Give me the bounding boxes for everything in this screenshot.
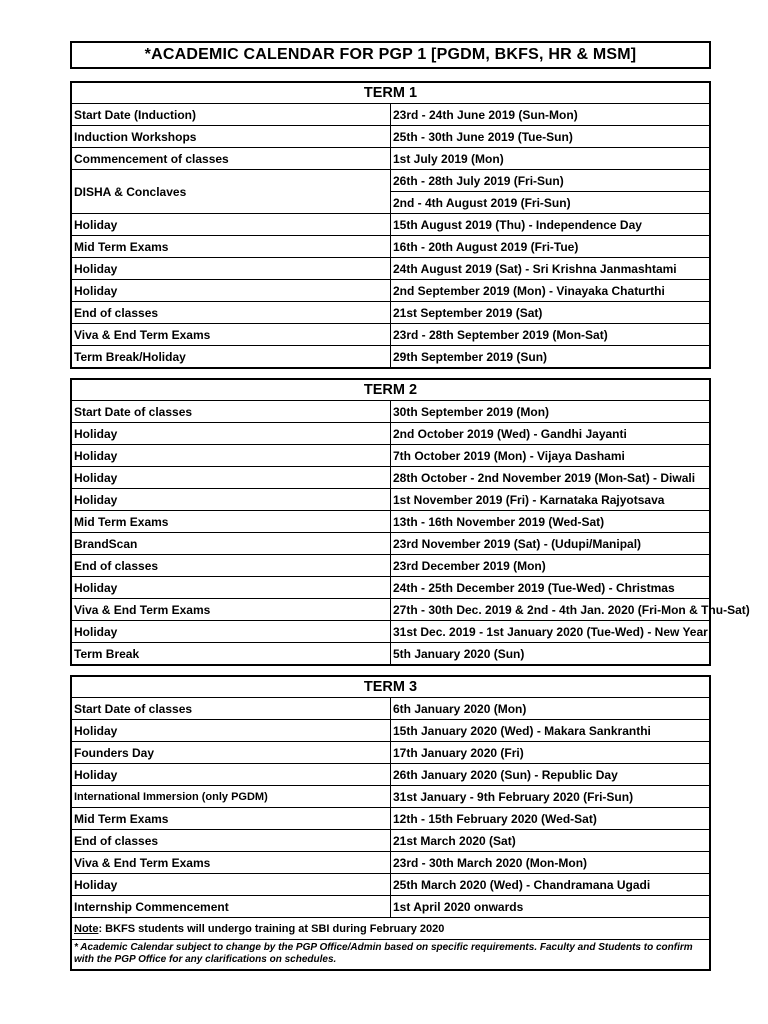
event-cell: DISHA & Conclaves (72, 170, 391, 214)
table-row (72, 104, 709, 126)
table-row (72, 346, 709, 368)
term-3-table (70, 675, 711, 971)
date-cell: 27th - 30th Dec. 2019 & 2nd - 4th Jan. 2020 (Fri-Mon & Thu-Sat) (391, 599, 710, 621)
event-cell: Start Date of classes (72, 401, 391, 423)
date-cell: 21st September 2019 (Sat) (391, 302, 710, 324)
table-row (72, 258, 709, 280)
table-row (72, 874, 709, 896)
note-text: : BKFS students will undergo training at SBI during February 2020 (98, 922, 445, 935)
table-row (72, 621, 709, 643)
event-cell: End of classes (72, 830, 391, 852)
table-row (72, 786, 709, 808)
date-cell: 13th - 16th November 2019 (Wed-Sat) (391, 511, 710, 533)
event-cell: Holiday (72, 764, 391, 786)
table-row (72, 808, 709, 830)
page-title: *ACADEMIC CALENDAR FOR PGP 1 [PGDM, BKFS, HR & MSM] (144, 46, 637, 63)
date-cell: 23rd - 28th September 2019 (Mon-Sat) (391, 324, 710, 346)
event-cell: Mid Term Exams (72, 511, 391, 533)
date-cell: 21st March 2020 (Sat) (391, 830, 710, 852)
event-cell: Start Date (Induction) (72, 104, 391, 126)
event-cell: Mid Term Exams (72, 236, 391, 258)
date-cell: 2nd September 2019 (Mon) - Vinayaka Chaturthi (391, 280, 710, 302)
table-row (72, 511, 709, 533)
disclaimer-row (72, 940, 709, 970)
date-cell: 24th - 25th December 2019 (Tue-Wed) - Christmas (391, 577, 710, 599)
event-cell: Term Break (72, 643, 391, 665)
table-row (72, 324, 709, 346)
event-cell: Internship Commencement (72, 896, 391, 918)
table-row (72, 170, 709, 192)
date-cell: 23rd - 30th March 2020 (Mon-Mon) (391, 852, 710, 874)
table-row (72, 533, 709, 555)
date-cell: 28th October - 2nd November 2019 (Mon-Sat) - Diwali (391, 467, 710, 489)
event-cell: Viva & End Term Exams (72, 852, 391, 874)
event-cell: Holiday (72, 720, 391, 742)
table-row (72, 467, 709, 489)
term-heading: TERM 1 (72, 83, 709, 104)
date-cell: 23rd - 24th June 2019 (Sun-Mon) (391, 104, 710, 126)
table-row (72, 423, 709, 445)
date-cell: 7th October 2019 (Mon) - Vijaya Dashami (391, 445, 710, 467)
date-cell: 23rd November 2019 (Sat) - (Udupi/Manipal) (391, 533, 710, 555)
calendar-title-box (70, 41, 711, 69)
table-row (72, 214, 709, 236)
event-cell: Holiday (72, 621, 391, 643)
event-cell: Holiday (72, 423, 391, 445)
table-row (72, 126, 709, 148)
event-cell: Founders Day (72, 742, 391, 764)
table-row (72, 445, 709, 467)
table-row (72, 830, 709, 852)
note (72, 918, 709, 940)
event-cell: Holiday (72, 280, 391, 302)
event-cell: Mid Term Exams (72, 808, 391, 830)
table-row (72, 401, 709, 423)
event-cell: Holiday (72, 874, 391, 896)
table-row (72, 577, 709, 599)
date-cell: 29th September 2019 (Sun) (391, 346, 710, 368)
date-cell: 6th January 2020 (Mon) (391, 698, 710, 720)
date-cell: 2nd - 4th August 2019 (Fri-Sun) (391, 192, 710, 214)
table-row (72, 720, 709, 742)
date-cell: 5th January 2020 (Sun) (391, 643, 710, 665)
date-cell: 17th January 2020 (Fri) (391, 742, 710, 764)
note-row (72, 918, 709, 940)
date-cell: 31st January - 9th February 2020 (Fri-Sun) (391, 786, 710, 808)
event-cell: End of classes (72, 302, 391, 324)
date-cell: 16th - 20th August 2019 (Fri-Tue) (391, 236, 710, 258)
date-cell: 24th August 2019 (Sat) - Sri Krishna Janmashtami (391, 258, 710, 280)
event-cell: Holiday (72, 258, 391, 280)
table-row (72, 489, 709, 511)
table-row (72, 236, 709, 258)
date-cell: 25th March 2020 (Wed) - Chandramana Ugadi (391, 874, 710, 896)
term-heading: TERM 3 (72, 677, 709, 698)
date-cell: 31st Dec. 2019 - 1st January 2020 (Tue-Wed) - New Year (391, 621, 710, 643)
event-cell: Holiday (72, 489, 391, 511)
event-cell: Induction Workshops (72, 126, 391, 148)
date-cell: 26th January 2020 (Sun) - Republic Day (391, 764, 710, 786)
table-row (72, 896, 709, 918)
date-cell: 25th - 30th June 2019 (Tue-Sun) (391, 126, 710, 148)
date-cell: 15th August 2019 (Thu) - Independence Day (391, 214, 710, 236)
table-row (72, 599, 709, 621)
event-cell: Start Date of classes (72, 698, 391, 720)
table-row (72, 280, 709, 302)
date-cell: 30th September 2019 (Mon) (391, 401, 710, 423)
date-cell: 1st July 2019 (Mon) (391, 148, 710, 170)
event-cell: Holiday (72, 445, 391, 467)
event-cell: Holiday (72, 214, 391, 236)
disclaimer: * Academic Calendar subject to change by the PGP Office/Admin based on specific requirements. Faculty and Students to confirm with the PGP Office for any clarifications on schedules. (72, 940, 709, 970)
table-row (72, 555, 709, 577)
note-label: Note (74, 922, 99, 935)
term-2-table (70, 378, 750, 666)
date-cell: 12th - 15th February 2020 (Wed-Sat) (391, 808, 710, 830)
event-cell: International Immersion (only PGDM) (72, 786, 391, 808)
date-cell: 26th - 28th July 2019 (Fri-Sun) (391, 170, 710, 192)
date-cell: 23rd December 2019 (Mon) (391, 555, 710, 577)
date-cell: 1st April 2020 onwards (391, 896, 710, 918)
event-cell: Viva & End Term Exams (72, 599, 391, 621)
event-cell: Viva & End Term Exams (72, 324, 391, 346)
event-cell: Holiday (72, 467, 391, 489)
table-row (72, 742, 709, 764)
table-row (72, 643, 709, 665)
term-heading: TERM 2 (72, 380, 709, 401)
date-cell: 15th January 2020 (Wed) - Makara Sankranthi (391, 720, 710, 742)
event-cell: Term Break/Holiday (72, 346, 391, 368)
table-row (72, 148, 709, 170)
table-row (72, 764, 709, 786)
event-cell: End of classes (72, 555, 391, 577)
date-cell: 1st November 2019 (Fri) - Karnataka Rajyotsava (391, 489, 710, 511)
table-row (72, 302, 709, 324)
date-cell: 2nd October 2019 (Wed) - Gandhi Jayanti (391, 423, 710, 445)
term-1-table (70, 81, 711, 369)
table-row (72, 852, 709, 874)
event-cell: BrandScan (72, 533, 391, 555)
event-cell: Commencement of classes (72, 148, 391, 170)
event-cell: Holiday (72, 577, 391, 599)
table-row (72, 698, 709, 720)
